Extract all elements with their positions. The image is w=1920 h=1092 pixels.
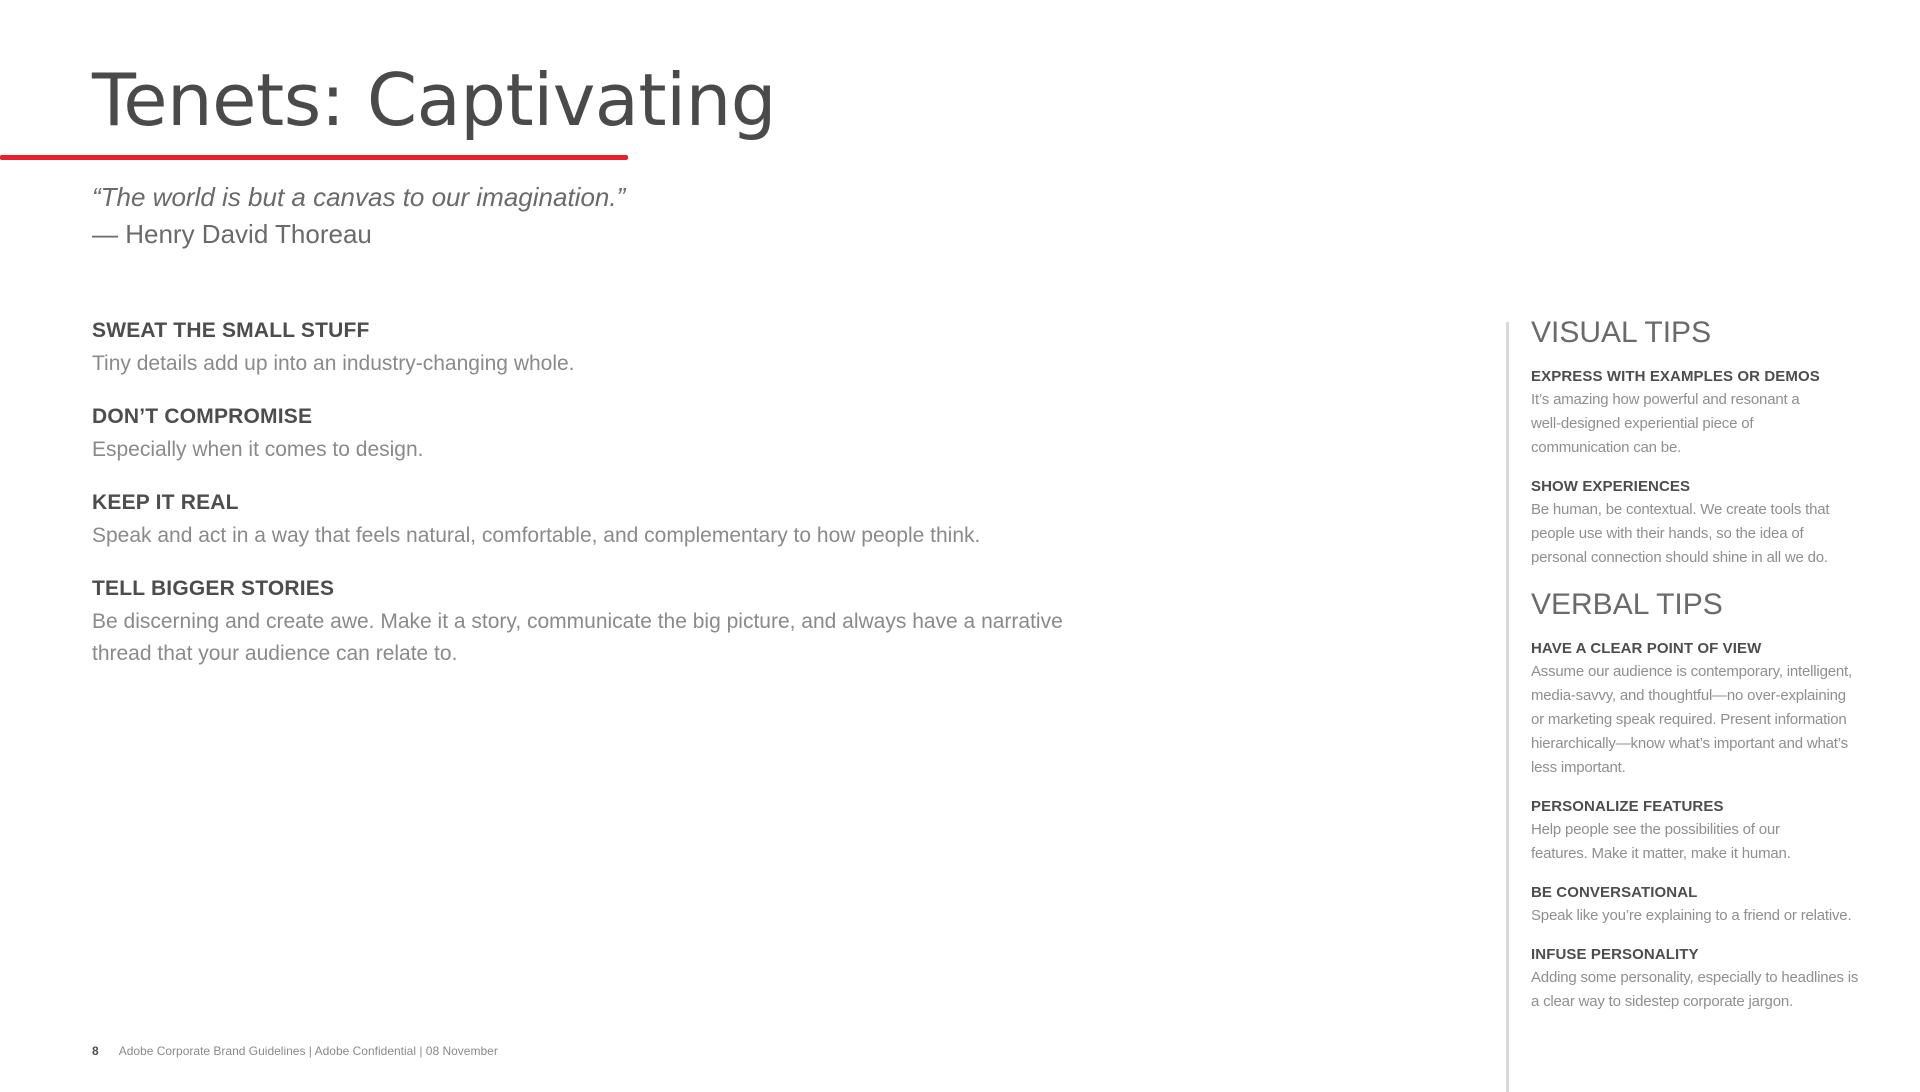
tenet-item — [92, 316, 1092, 380]
tenet-heading: KEEP IT REAL — [92, 491, 239, 514]
tip-heading: SHOW EXPERIENCES — [1531, 478, 1691, 495]
tip-item — [1531, 944, 1861, 1014]
tip-item — [1531, 366, 1861, 460]
tip-text: Assume our audience is contemporary, intelligent, media-savvy, and thoughtful—no over-explaining or marketing speak required. Present information hierarchically—know what’s important and what’s less important. — [1531, 663, 1852, 776]
tenet-heading: TELL BIGGER STORIES — [92, 577, 335, 600]
tip-item — [1531, 476, 1861, 570]
visual-tips-title: VISUAL TIPS — [1531, 316, 1712, 349]
tenet-text: Be discerning and create awe. Make it a story, communicate the big picture, and always have a narrative thread that your audience can relate to. — [92, 610, 1063, 665]
tenet-item — [92, 402, 1092, 466]
tenet-item — [92, 488, 1092, 552]
tenet-text: Tiny details add up into an industry-changing whole. — [92, 352, 575, 375]
page-number: 8 — [92, 1044, 99, 1058]
tip-heading: EXPRESS WITH EXAMPLES OR DEMOS — [1531, 368, 1820, 385]
tenet-heading: SWEAT THE SMALL STUFF — [92, 319, 370, 342]
quote-attribution: — Henry David Thoreau — [92, 219, 372, 249]
tip-text: Adding some personality, especially to headlines is a clear way to sidestep corporate jargon. — [1531, 969, 1859, 1010]
sidebar-divider — [1506, 322, 1509, 1092]
tenet-text: Speak and act in a way that feels natural, comfortable, and complementary to how people think. — [92, 524, 981, 547]
tip-text: It’s amazing how powerful and resonant a well-designed experiential piece of communication can be. — [1531, 391, 1800, 456]
page-footer — [92, 1044, 498, 1058]
page-title: Tenets: Captivating — [92, 58, 776, 142]
tip-item — [1531, 638, 1861, 780]
tip-text: Be human, be contextual. We create tools that people use with their hands, so the idea of personal connection should shine in all we do. — [1531, 501, 1830, 566]
tip-heading: INFUSE PERSONALITY — [1531, 946, 1699, 963]
footer-text: Adobe Corporate Brand Guidelines | Adobe Confidential | 08 November — [118, 1044, 498, 1058]
tip-heading: PERSONALIZE FEATURES — [1531, 798, 1724, 815]
tip-heading: BE CONVERSATIONAL — [1531, 884, 1698, 901]
verbal-tips-title: VERBAL TIPS — [1531, 588, 1723, 621]
tip-item — [1531, 882, 1861, 928]
tenet-text: Especially when it comes to design. — [92, 438, 424, 461]
tip-text: Speak like you’re explaining to a friend or relative. — [1531, 907, 1852, 924]
tip-item — [1531, 796, 1861, 866]
tenet-item — [92, 574, 1092, 670]
title-underline — [0, 155, 628, 160]
tenets-list — [92, 316, 1092, 692]
tip-text: Help people see the possibilities of our features. Make it matter, make it human. — [1531, 821, 1791, 862]
tenet-heading: DON’T COMPROMISE — [92, 405, 313, 428]
tip-heading: HAVE A CLEAR POINT OF VIEW — [1531, 640, 1762, 657]
quote-text: “The world is but a canvas to our imagination.” — [92, 182, 626, 212]
tips-sidebar — [1531, 314, 1861, 1030]
